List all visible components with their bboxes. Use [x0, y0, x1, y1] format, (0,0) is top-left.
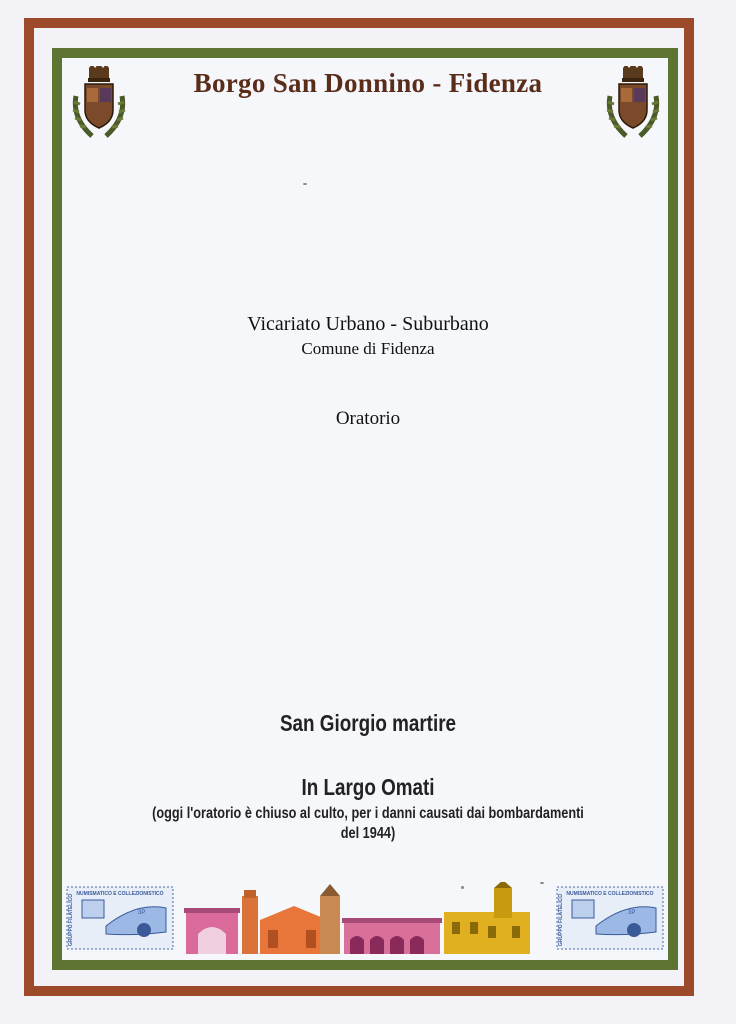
paper-speck: [303, 183, 307, 185]
philatelic-stamp-logo: [556, 886, 664, 950]
svg-text:3P: 3P: [628, 910, 636, 916]
oratory-name: San Giorgio martire: [279, 710, 457, 736]
location-line: In Largo Omati: [301, 774, 435, 800]
closure-note-line1: (oggi l'oratorio è chiuso al culto, per i danni causati dai bombardamenti: [152, 805, 584, 822]
philatelic-stamp-logo: [66, 886, 174, 950]
stamp-top-text: NUMISMATICO E COLLEZIONISTICO: [566, 891, 654, 897]
paper-speck: [540, 882, 544, 884]
svg-text:3P: 3P: [138, 910, 146, 916]
vicariate-line: Vicariato Urbano - Suburbano: [247, 313, 489, 335]
type-line: Oratorio: [335, 408, 401, 429]
closure-note: [66, 804, 670, 844]
paper-speck: [461, 886, 464, 889]
page-title: Borgo San Donnino - Fidenza: [193, 68, 543, 98]
city-skyline-illustration: [184, 882, 534, 954]
stamp-side-text: GRUPPO FILATELICO: [68, 893, 74, 946]
stamp-top-text: NUMISMATICO E COLLEZIONISTICO: [76, 891, 164, 897]
comune-line: Comune di Fidenza: [301, 339, 435, 358]
closure-note-line2: del 1944): [340, 825, 396, 842]
stamp-side-text: GRUPPO FILATELICO: [558, 893, 564, 946]
